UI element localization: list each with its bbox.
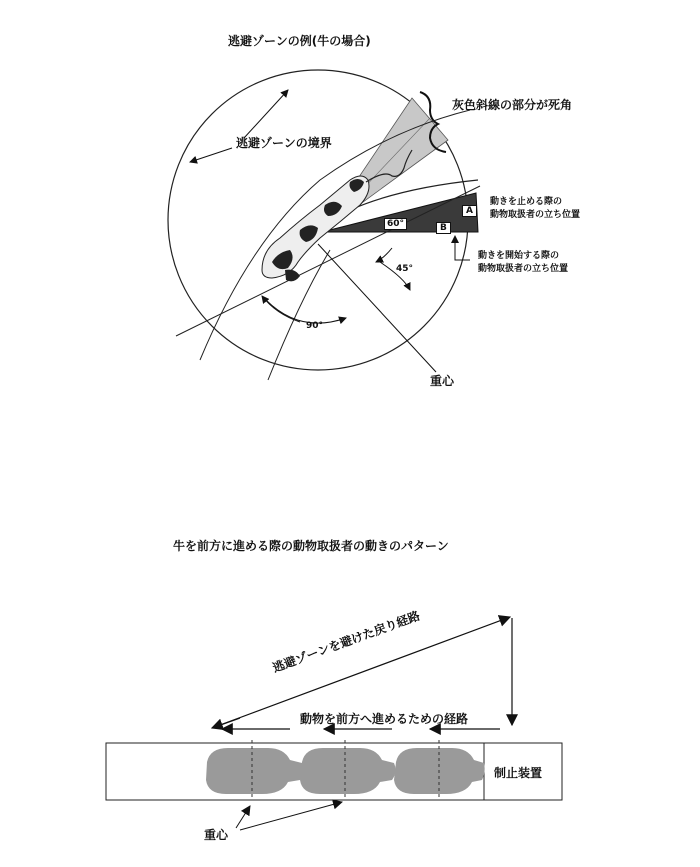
start-position-line1: 動きを開始する際の [478,251,560,261]
forward-path-label: 動物を前方へ進めるための経路 [300,712,469,726]
cow-top-view-2 [300,748,396,794]
return-path-label: 逃避ゾーンを避けた戻り経路 [270,608,422,676]
cow-top-view-1 [206,748,304,794]
angle-90-label: 90° [306,321,324,331]
top-diagram-title: 逃避ゾーンの例(牛の場合) [228,34,371,48]
marker-a: A [462,205,477,217]
marker-b: B [436,222,451,234]
restraint-device-label: 制止装置 [494,766,543,780]
center-of-gravity-label-bottom: 重心 [204,828,229,842]
start-position-line2: 動物取扱者の立ち位置 [478,264,569,274]
bottom-diagram-title: 牛を前方に進める際の動物取扱者の動きのパターン [173,539,449,553]
blind-spot-label: 灰色斜線の部分が死角 [452,98,573,112]
stop-position-line2: 動物取扱者の立ち位置 [490,210,581,220]
boundary-label: 逃避ゾーンの境界 [236,136,332,150]
angle-45-label: 45° [396,264,414,274]
angle-60-label: 60° [384,218,407,230]
stop-position-line1: 動きを止める際の [490,197,563,207]
center-of-gravity-label-top: 重心 [430,374,455,388]
